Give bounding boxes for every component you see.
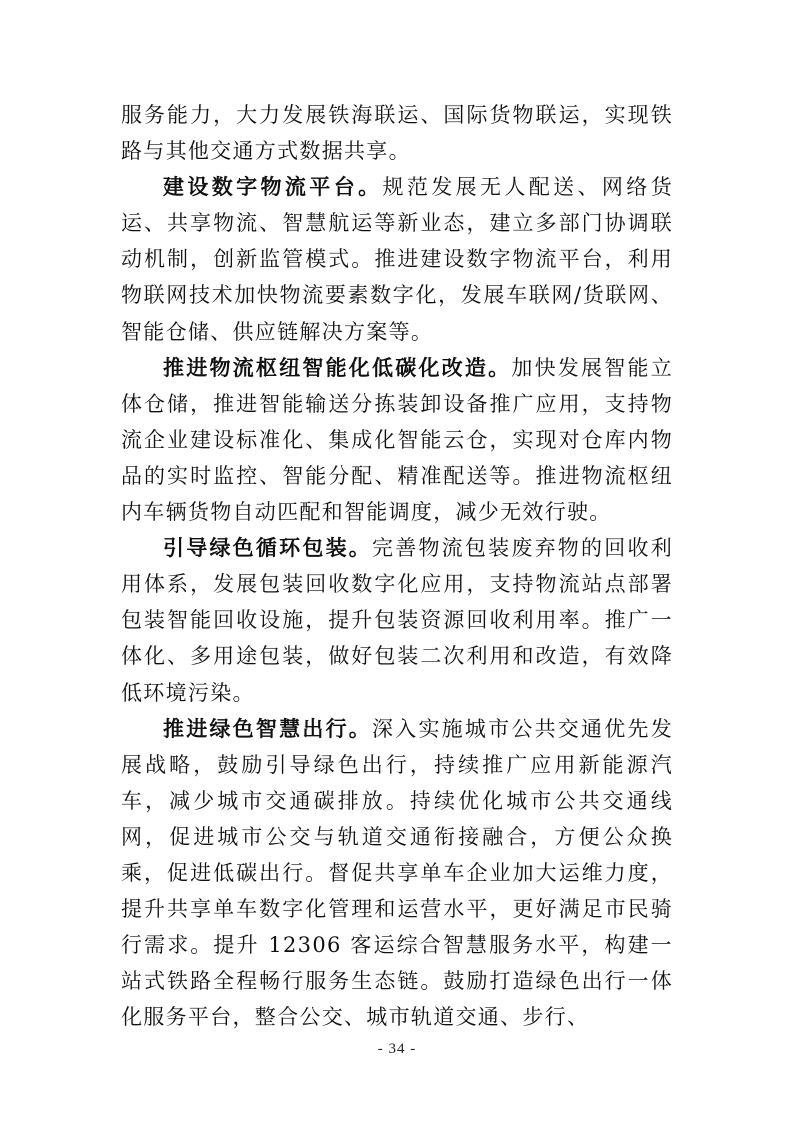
paragraph-logistics-hub: [121, 350, 673, 530]
paragraph-text: 服务能力，大力发展铁海联运、国际货物联运，实现铁路与其他交通方式数据共享。: [121, 103, 673, 164]
paragraph-heading: 推进物流枢纽智能化低碳化改造。: [163, 354, 512, 380]
paragraph-green-packaging: [121, 530, 673, 710]
paragraph-green-travel: [121, 711, 673, 1036]
paragraph-heading: 引导绿色循环包装。: [163, 535, 373, 561]
page-number: - 34 -: [377, 1041, 417, 1057]
paragraph-continuation: [121, 97, 673, 169]
paragraph-text: 深入实施城市公共交通优先发展战略，鼓励引导绿色出行，持续推广应用新能源汽车，减少城市交通碳排放。持续优化城市公共交通线网，促进城市公交与轨道交通衔接融合，方便公众换乘，促进低碳出行。督促共享单车企业加大运维力度，提升共享单车数字化管理和运营水平，更好满足市民骑行需求。提升 12306 客运综合智慧服务水平，构建一站式铁路全程畅行服务生态链。鼓励打造绿色出行一体化服务平台，整合公交、城市轨道交通、步行、: [121, 716, 673, 1030]
document-body: [121, 97, 673, 1035]
paragraph-heading: 推进绿色智慧出行。: [163, 715, 373, 741]
paragraph-heading: 建设数字物流平台。: [163, 174, 383, 200]
paragraph-text: 规范发展无人配送、网络货运、共享物流、智慧航运等新业态，建立多部门协调联动机制，创新监管模式。推进建设数字物流平台，利用物联网技术加快物流要素数字化，发展车联网/货联网、智能仓储、供应链解决方案等。: [121, 175, 673, 344]
paragraph-digital-logistics-platform: [121, 169, 673, 349]
paragraph-text: 完善物流包装废弃物的回收利用体系，发展包装回收数字化应用，支持物流站点部署包装智能回收设施，提升包装资源回收利用率。推广一体化、多用途包装，做好包装二次利用和改造，有效降低环境污染。: [121, 536, 673, 705]
paragraph-text: 加快发展智能立体仓储，推进智能输送分拣装卸设备推广应用，支持物流企业建设标准化、集成化智能云仓，实现对仓库内物品的实时监控、智能分配、精准配送等。推进物流枢纽内车辆货物自动匹配和智能调度，减少无效行驶。: [121, 355, 673, 525]
